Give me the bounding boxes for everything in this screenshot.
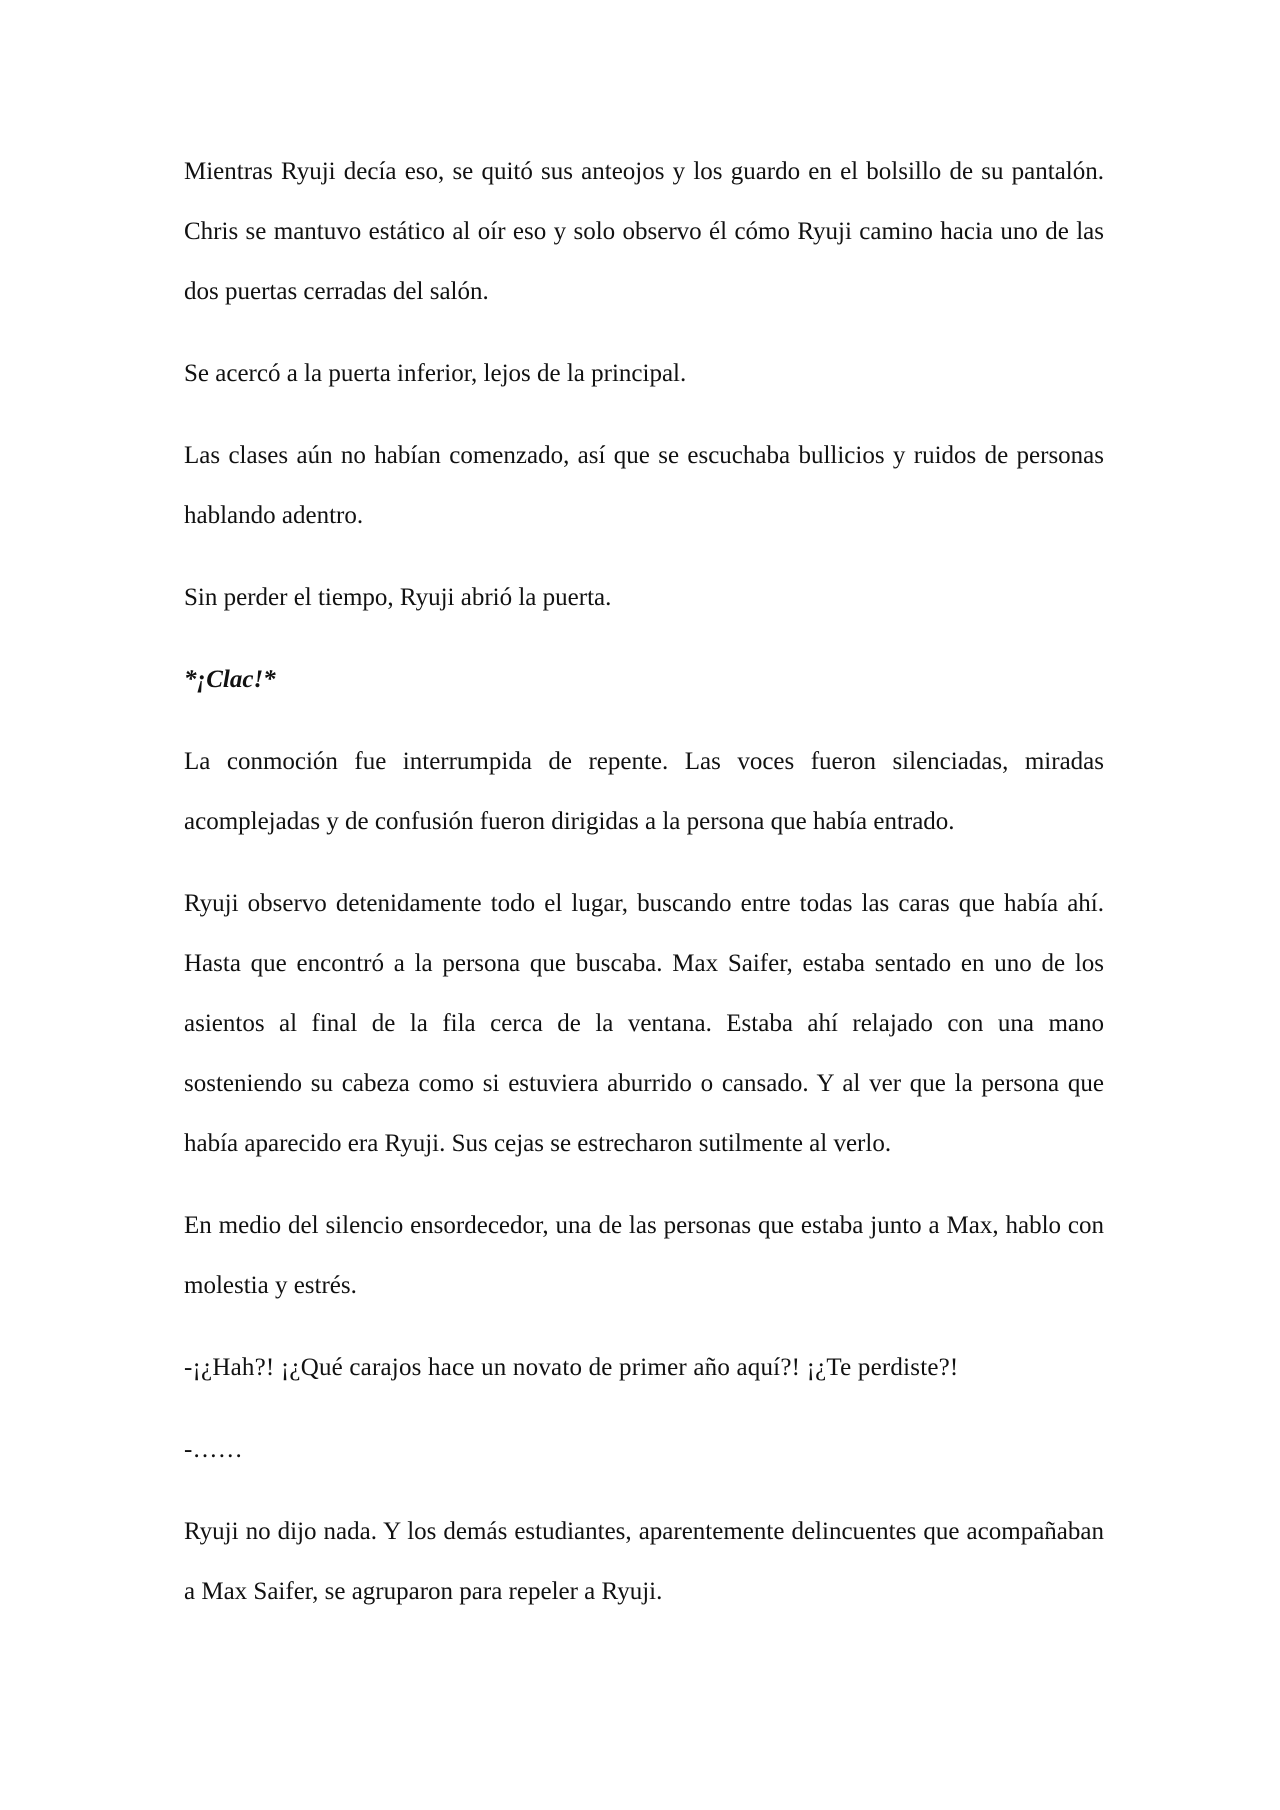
dialogue-line-2: -……: [184, 1436, 243, 1463]
paragraph-11: Ryuji no dijo nada. Y los demás estudiantes, aparentemente delincuentes que acompañaban a Max Saifer, se agruparon para repeler a Ryuji.: [184, 1518, 1104, 1605]
paragraph-8: En medio del silencio ensordecedor, una de las personas que estaba junto a Max, hablo con molestia y estrés.: [184, 1212, 1104, 1299]
paragraph-7: Ryuji observo detenidamente todo el lugar, buscando entre todas las caras que había ahí. Hasta que encontró a la persona que buscaba. Max Saifer, estaba sentado en uno de los asientos al final de la fila cerca de la ventana. Estaba ahí relajado con una mano sosteniendo su cabeza como si estuviera aburrido o cansado. Y al ver que la persona que había aparecido era Ryuji. Sus cejas se estrecharon sutilmente al verlo.: [184, 890, 1104, 1157]
document-page: [184, 142, 1104, 1644]
paragraph-2: Se acercó a la puerta inferior, lejos de la principal.: [184, 360, 687, 387]
paragraph-6: La conmoción fue interrumpida de repente. Las voces fueron silenciadas, miradas acomplejadas y de confusión fueron dirigidas a la persona que había entrado.: [184, 748, 1104, 835]
sound-effect-line: *¡Clac!*: [184, 666, 276, 693]
dialogue-line-1: -¡¿Hah?! ¡¿Qué carajos hace un novato de primer año aquí?! ¡¿Te perdiste?!: [184, 1354, 959, 1381]
paragraph-1: Mientras Ryuji decía eso, se quitó sus anteojos y los guardo en el bolsillo de su pantalón. Chris se mantuvo estático al oír eso y solo observo él cómo Ryuji camino hacia uno de las dos puertas cerradas del salón.: [184, 158, 1104, 305]
paragraph-3: Las clases aún no habían comenzado, así que se escuchaba bullicios y ruidos de personas hablando adentro.: [184, 442, 1104, 529]
paragraph-4: Sin perder el tiempo, Ryuji abrió la puerta.: [184, 584, 612, 611]
